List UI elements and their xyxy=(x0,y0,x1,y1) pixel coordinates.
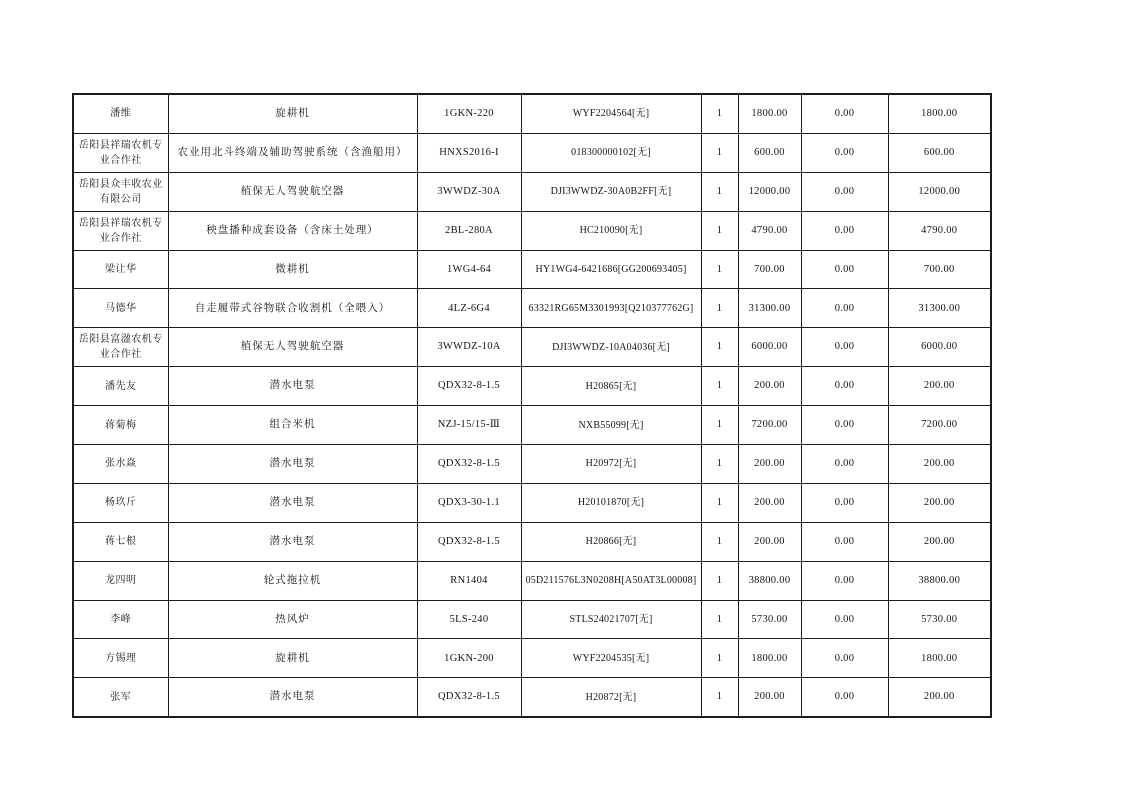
table-row xyxy=(73,406,991,445)
owner-name-cell: 潘先友 xyxy=(73,367,168,406)
owner-name-cell: 岳阳县祥瑞农机专业合作社 xyxy=(73,211,168,250)
machine-type-cell: 农业用北斗终端及辅助驾驶系统（含渔船用） xyxy=(168,133,417,172)
quantity-cell: 1 xyxy=(701,367,738,406)
table-row xyxy=(73,133,991,172)
price-cell: 31300.00 xyxy=(738,289,801,328)
table-row xyxy=(73,172,991,211)
total-cell: 700.00 xyxy=(888,250,991,289)
table-row xyxy=(73,211,991,250)
owner-name-cell: 马德华 xyxy=(73,289,168,328)
serial-number-cell: H20872[无] xyxy=(521,678,701,717)
table-row xyxy=(73,445,991,484)
quantity-cell: 1 xyxy=(701,406,738,445)
amount-cell: 0.00 xyxy=(801,639,888,678)
total-cell: 6000.00 xyxy=(888,328,991,367)
model-cell: HNXS2016-I xyxy=(417,133,521,172)
quantity-cell: 1 xyxy=(701,445,738,484)
price-cell: 1800.00 xyxy=(738,639,801,678)
model-cell: NZJ-15/15-Ⅲ xyxy=(417,406,521,445)
table-row xyxy=(73,678,991,717)
amount-cell: 0.00 xyxy=(801,94,888,133)
machine-type-cell: 植保无人驾驶航空器 xyxy=(168,172,417,211)
model-cell: QDX32-8-1.5 xyxy=(417,367,521,406)
serial-number-cell: H20865[无] xyxy=(521,367,701,406)
price-cell: 200.00 xyxy=(738,367,801,406)
price-cell: 600.00 xyxy=(738,133,801,172)
total-cell: 5730.00 xyxy=(888,600,991,639)
quantity-cell: 1 xyxy=(701,561,738,600)
owner-name-cell: 李峰 xyxy=(73,600,168,639)
amount-cell: 0.00 xyxy=(801,600,888,639)
machinery-subsidy-table xyxy=(72,93,992,718)
owner-name-cell: 张军 xyxy=(73,678,168,717)
table-row xyxy=(73,522,991,561)
machine-type-cell: 微耕机 xyxy=(168,250,417,289)
serial-number-cell: DJI3WWDZ-10A04036[无] xyxy=(521,328,701,367)
owner-name-cell: 杨玖斤 xyxy=(73,483,168,522)
total-cell: 200.00 xyxy=(888,678,991,717)
total-cell: 4790.00 xyxy=(888,211,991,250)
total-cell: 200.00 xyxy=(888,522,991,561)
owner-name-cell: 张水焱 xyxy=(73,445,168,484)
model-cell: 4LZ-6G4 xyxy=(417,289,521,328)
quantity-cell: 1 xyxy=(701,483,738,522)
amount-cell: 0.00 xyxy=(801,445,888,484)
price-cell: 700.00 xyxy=(738,250,801,289)
price-cell: 38800.00 xyxy=(738,561,801,600)
quantity-cell: 1 xyxy=(701,172,738,211)
machine-type-cell: 潜水电泵 xyxy=(168,522,417,561)
serial-number-cell: 05D211576L3N0208H[A50AT3L00008] xyxy=(521,561,701,600)
table-row xyxy=(73,367,991,406)
table-row xyxy=(73,94,991,133)
model-cell: QDX32-8-1.5 xyxy=(417,678,521,717)
total-cell: 38800.00 xyxy=(888,561,991,600)
total-cell: 7200.00 xyxy=(888,406,991,445)
table-row xyxy=(73,250,991,289)
table-row xyxy=(73,483,991,522)
model-cell: 1GKN-200 xyxy=(417,639,521,678)
owner-name-cell: 岳阳县富溋农机专业合作社 xyxy=(73,328,168,367)
total-cell: 200.00 xyxy=(888,445,991,484)
model-cell: 3WWDZ-30A xyxy=(417,172,521,211)
serial-number-cell: 63321RG65M3301993[Q210377762G] xyxy=(521,289,701,328)
serial-number-cell: HY1WG4-6421686[GG200693405] xyxy=(521,250,701,289)
total-cell: 31300.00 xyxy=(888,289,991,328)
machine-type-cell: 秧盘播种成套设备（含床土处理） xyxy=(168,211,417,250)
amount-cell: 0.00 xyxy=(801,561,888,600)
machine-type-cell: 组合米机 xyxy=(168,406,417,445)
owner-name-cell: 岳阳县众丰收农业有限公司 xyxy=(73,172,168,211)
serial-number-cell: NXB55099[无] xyxy=(521,406,701,445)
table-row xyxy=(73,289,991,328)
model-cell: QDX32-8-1.5 xyxy=(417,522,521,561)
amount-cell: 0.00 xyxy=(801,522,888,561)
model-cell: 5LS-240 xyxy=(417,600,521,639)
machine-type-cell: 自走履带式谷物联合收割机（全喂入） xyxy=(168,289,417,328)
total-cell: 1800.00 xyxy=(888,94,991,133)
serial-number-cell: 018300000102[无] xyxy=(521,133,701,172)
machine-type-cell: 旋耕机 xyxy=(168,639,417,678)
table-body xyxy=(73,94,991,717)
owner-name-cell: 岳阳县祥瑞农机专业合作社 xyxy=(73,133,168,172)
model-cell: QDX32-8-1.5 xyxy=(417,445,521,484)
model-cell: RN1404 xyxy=(417,561,521,600)
model-cell: 2BL-280A xyxy=(417,211,521,250)
amount-cell: 0.00 xyxy=(801,367,888,406)
machine-type-cell: 潜水电泵 xyxy=(168,445,417,484)
price-cell: 7200.00 xyxy=(738,406,801,445)
machine-type-cell: 轮式拖拉机 xyxy=(168,561,417,600)
price-cell: 6000.00 xyxy=(738,328,801,367)
amount-cell: 0.00 xyxy=(801,289,888,328)
amount-cell: 0.00 xyxy=(801,172,888,211)
serial-number-cell: H20866[无] xyxy=(521,522,701,561)
model-cell: QDX3-30-1.1 xyxy=(417,483,521,522)
quantity-cell: 1 xyxy=(701,600,738,639)
total-cell: 12000.00 xyxy=(888,172,991,211)
quantity-cell: 1 xyxy=(701,639,738,678)
model-cell: 1GKN-220 xyxy=(417,94,521,133)
amount-cell: 0.00 xyxy=(801,211,888,250)
quantity-cell: 1 xyxy=(701,211,738,250)
owner-name-cell: 方锡理 xyxy=(73,639,168,678)
serial-number-cell: DJI3WWDZ-30A0B2FF[无] xyxy=(521,172,701,211)
quantity-cell: 1 xyxy=(701,328,738,367)
amount-cell: 0.00 xyxy=(801,406,888,445)
amount-cell: 0.00 xyxy=(801,328,888,367)
machine-type-cell: 旋耕机 xyxy=(168,94,417,133)
total-cell: 600.00 xyxy=(888,133,991,172)
owner-name-cell: 龙四明 xyxy=(73,561,168,600)
machine-type-cell: 潜水电泵 xyxy=(168,483,417,522)
table-row xyxy=(73,328,991,367)
owner-name-cell: 蒋菊梅 xyxy=(73,406,168,445)
price-cell: 200.00 xyxy=(738,445,801,484)
serial-number-cell: WYF2204535[无] xyxy=(521,639,701,678)
machine-type-cell: 植保无人驾驶航空器 xyxy=(168,328,417,367)
total-cell: 200.00 xyxy=(888,367,991,406)
model-cell: 3WWDZ-10A xyxy=(417,328,521,367)
amount-cell: 0.00 xyxy=(801,250,888,289)
price-cell: 5730.00 xyxy=(738,600,801,639)
price-cell: 200.00 xyxy=(738,483,801,522)
amount-cell: 0.00 xyxy=(801,483,888,522)
amount-cell: 0.00 xyxy=(801,678,888,717)
table-row xyxy=(73,639,991,678)
quantity-cell: 1 xyxy=(701,522,738,561)
quantity-cell: 1 xyxy=(701,678,738,717)
amount-cell: 0.00 xyxy=(801,133,888,172)
serial-number-cell: WYF2204564[无] xyxy=(521,94,701,133)
price-cell: 12000.00 xyxy=(738,172,801,211)
quantity-cell: 1 xyxy=(701,250,738,289)
price-cell: 1800.00 xyxy=(738,94,801,133)
quantity-cell: 1 xyxy=(701,133,738,172)
serial-number-cell: HC210090[无] xyxy=(521,211,701,250)
price-cell: 4790.00 xyxy=(738,211,801,250)
machine-type-cell: 潜水电泵 xyxy=(168,678,417,717)
total-cell: 200.00 xyxy=(888,483,991,522)
total-cell: 1800.00 xyxy=(888,639,991,678)
price-cell: 200.00 xyxy=(738,678,801,717)
table-row xyxy=(73,561,991,600)
table-row xyxy=(73,600,991,639)
owner-name-cell: 蒋七根 xyxy=(73,522,168,561)
serial-number-cell: H20972[无] xyxy=(521,445,701,484)
model-cell: 1WG4-64 xyxy=(417,250,521,289)
serial-number-cell: H20101870[无] xyxy=(521,483,701,522)
owner-name-cell: 潘维 xyxy=(73,94,168,133)
quantity-cell: 1 xyxy=(701,94,738,133)
quantity-cell: 1 xyxy=(701,289,738,328)
serial-number-cell: STLS24021707[无] xyxy=(521,600,701,639)
machine-type-cell: 潜水电泵 xyxy=(168,367,417,406)
machine-type-cell: 热风炉 xyxy=(168,600,417,639)
owner-name-cell: 梁让华 xyxy=(73,250,168,289)
price-cell: 200.00 xyxy=(738,522,801,561)
